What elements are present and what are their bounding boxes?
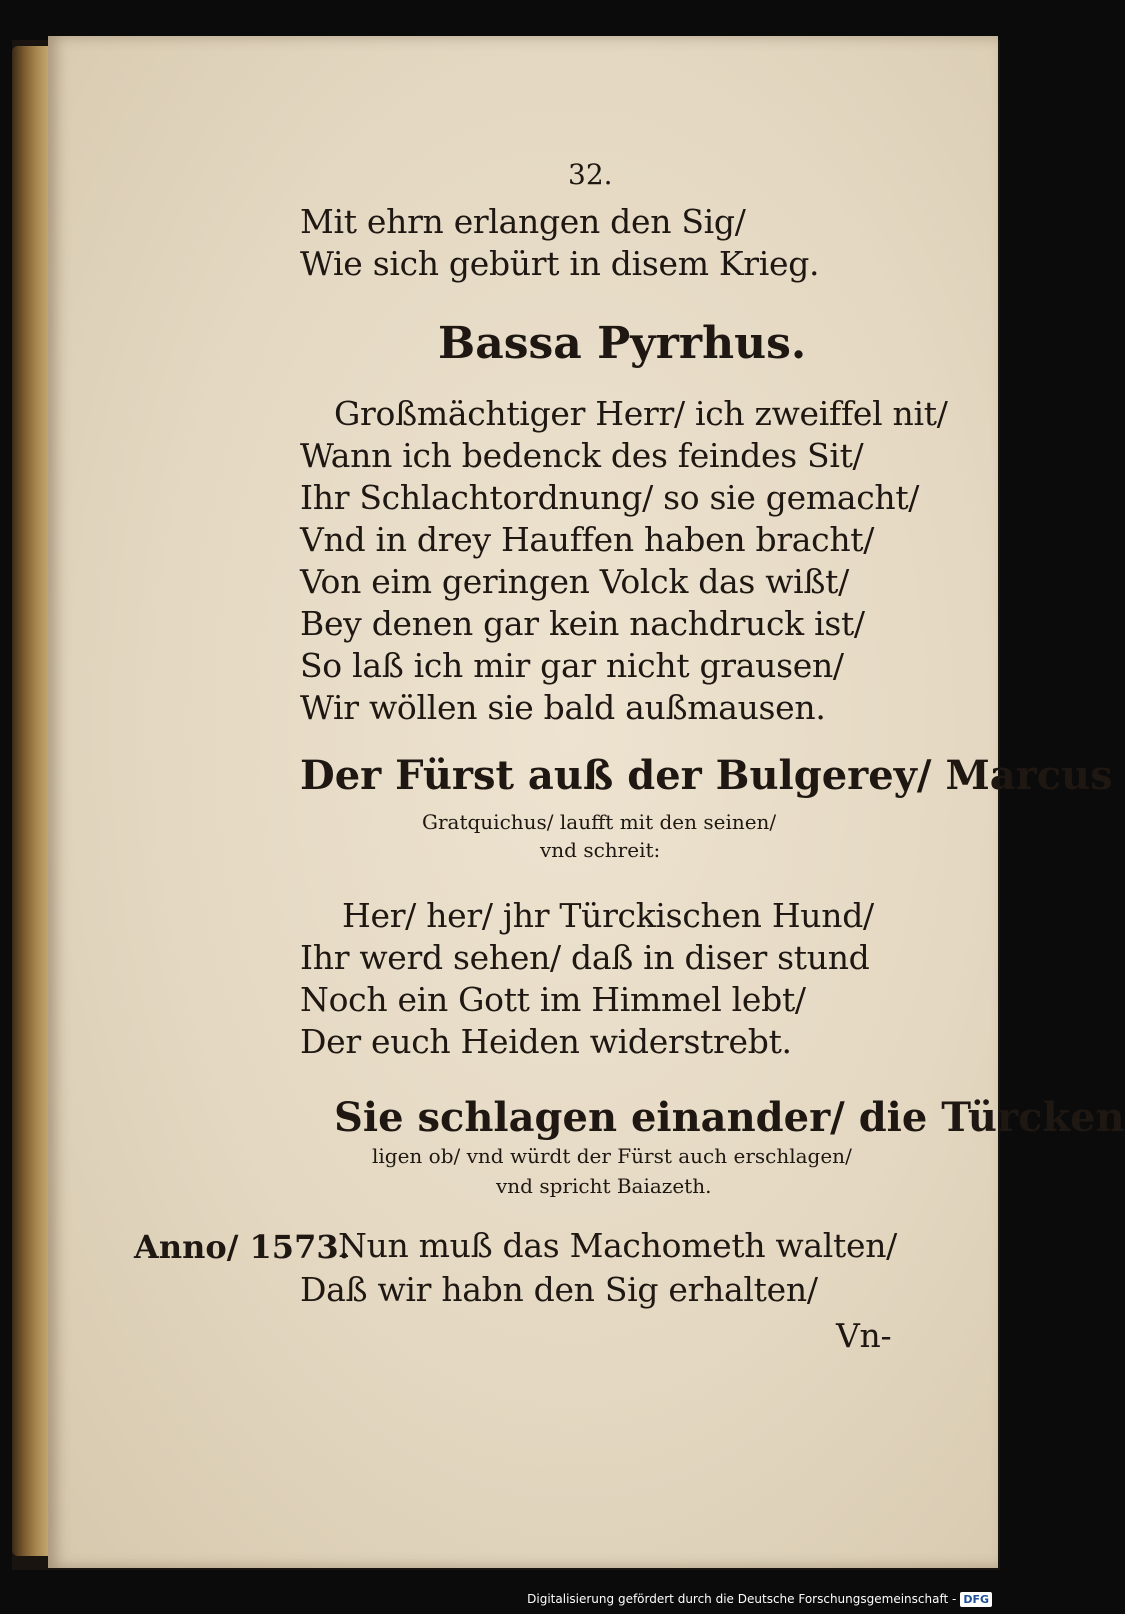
verse-line: Her/ her/ jhr Türckischen Hund/ [342,896,874,935]
verse-line: Daß wir habn den Sig erhalten/ [300,1270,818,1309]
verse-line: Großmächtiger Herr/ ich zweiffel nit/ [334,394,948,433]
stage-direction: vnd schreit: [540,838,661,862]
verse-line: Ihr werd sehen/ daß in diser stund [300,938,870,977]
verse-line: Ihr Schlachtordnung/ so sie gemacht/ [300,478,920,517]
verse-line: So laß ich mir gar nicht grausen/ [300,646,844,685]
catchword: Vn- [836,1316,892,1355]
verse-line: Vnd in drey Hauffen haben bracht/ [300,520,875,559]
verse-line: Bey denen gar kein nachdruck ist/ [300,604,865,643]
book-fore-edge [12,46,52,1556]
stage-direction: Gratquichus/ laufft mit den seinen/ [422,810,777,834]
verse-line: Der euch Heiden widerstrebt. [300,1022,792,1061]
book-page [48,36,1125,1568]
verse-line: Nun muß das Machometh walten/ [338,1226,898,1265]
stage-direction-heading: Sie schlagen einander/ die Türcken [334,1094,1125,1141]
verse-line: Mit ehrn erlangen den Sig/ [300,202,746,241]
stage-direction: vnd spricht Baiazeth. [496,1174,712,1198]
stage-direction: ligen ob/ vnd würdt der Fürst auch erschlagen/ [372,1144,852,1168]
verse-line: Wie sich gebürt in disem Krieg. [300,244,820,283]
verse-line: Noch ein Gott im Himmel lebt/ [300,980,806,1019]
verse-line: Wir wöllen sie bald außmausen. [300,688,826,727]
speaker-heading: Bassa Pyrrhus. [438,318,807,369]
digitization-footer [527,1588,992,1610]
page-number: 32. [568,158,613,191]
stage-direction-heading: Der Fürst auß der Bulgerey/ Marcus [300,752,1113,799]
verse-line: Wann ich bedenck des feindes Sit/ [300,436,864,475]
verse-line: Von eim geringen Volck das wißt/ [300,562,849,601]
marginal-note: Anno/ 1573. [134,1228,350,1266]
footer-credit: Digitalisierung gefördert durch die Deutsche Forschungsgemeinschaft - [527,1592,957,1606]
dfg-logo: DFG [960,1592,992,1607]
